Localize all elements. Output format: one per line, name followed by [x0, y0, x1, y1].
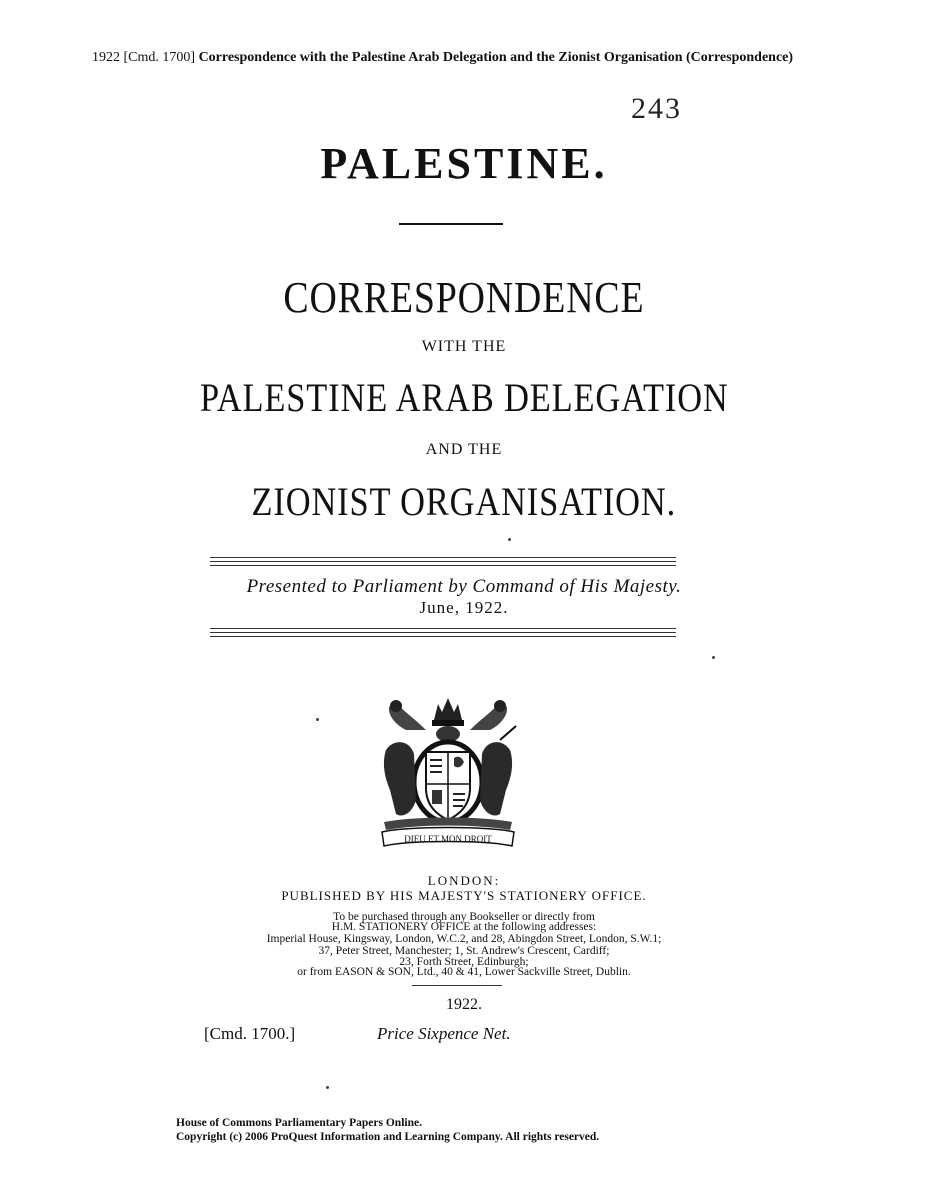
presentation-date: June, 1922. — [419, 598, 509, 617]
divider-rule — [210, 632, 676, 633]
purchase-line: or from EASON & SON, Ltd., 40 & 41, Lower Sackville Street, Dublin. — [297, 966, 631, 978]
purchase-line: Imperial House, Kingsway, London, W.C.2, and 28, Abingdon Street, London, S.W.1; — [266, 933, 662, 945]
purchase-line: H.M. STATIONERY OFFICE at the following addresses: — [331, 921, 597, 933]
header-prefix: 1922 [Cmd. 1700] — [92, 50, 196, 65]
presented-statement: Presented to Parliament by Command of His Majesty. — [246, 576, 682, 597]
scan-speck — [316, 718, 319, 721]
emblem-motto: DIEU ET MON DROIT — [404, 834, 492, 844]
divider-rule — [210, 628, 676, 629]
page-title: PALESTINE. — [320, 139, 608, 188]
publisher-city: LONDON: — [427, 873, 501, 888]
footer-copyright: Copyright (c) 2006 ProQuest Information and Learning Company. All rights reserved. — [176, 1131, 600, 1143]
publisher-line: PUBLISHED BY HIS MAJESTY'S STATIONERY OFFICE. — [281, 888, 647, 903]
subtitle-line-1: CORRESPONDENCE — [283, 273, 645, 322]
title-divider — [399, 223, 503, 225]
purchase-line: 23, Forth Street, Edinburgh; — [399, 956, 529, 968]
publication-year: 1922. — [446, 996, 482, 1013]
document-header — [92, 50, 793, 66]
price: Price Sixpence Net. — [377, 1024, 511, 1043]
header-title: Correspondence with the Palestine Arab Delegation and the Zionist Organisation (Correspondence) — [198, 50, 794, 65]
divider-rule — [210, 636, 676, 637]
subtitle-line-5: ZIONIST ORGANISATION. — [251, 479, 677, 524]
short-divider — [412, 985, 502, 986]
divider-rule — [210, 565, 676, 566]
command-number: [Cmd. 1700.] — [204, 1024, 296, 1043]
royal-coat-of-arms-icon — [376, 690, 520, 850]
scan-speck — [712, 656, 715, 659]
subtitle-line-4: AND THE — [425, 441, 503, 458]
scan-speck — [326, 1086, 329, 1089]
divider-rule — [210, 561, 676, 562]
footer-source: House of Commons Parliamentary Papers Online. — [176, 1117, 422, 1129]
purchase-line: 37, Peter Street, Manchester; 1, St. Andrew's Crescent, Cardiff; — [318, 945, 610, 957]
page-number: 243 — [631, 92, 682, 125]
subtitle-line-2: WITH THE — [421, 338, 507, 355]
subtitle-line-3: PALESTINE ARAB DELEGATION — [199, 375, 729, 420]
divider-rule — [210, 557, 676, 558]
scan-speck — [508, 538, 511, 541]
purchase-line: To be purchased through any Bookseller or directly from — [333, 911, 595, 923]
